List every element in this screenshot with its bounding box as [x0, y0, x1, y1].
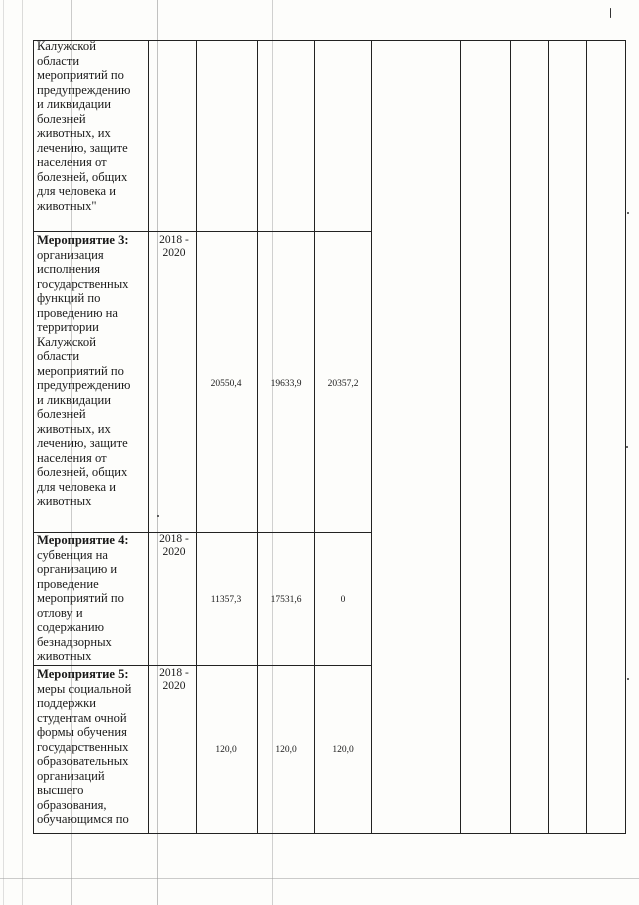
scan-artifact-line	[0, 878, 639, 879]
column-rule	[196, 40, 197, 834]
scan-speck	[610, 8, 611, 18]
value-2020: 120,0	[332, 745, 354, 755]
scan-artifact-line	[157, 0, 158, 905]
value-2018: 120,0	[215, 745, 237, 755]
column-rule	[371, 40, 372, 834]
column-rule	[548, 40, 549, 834]
activity-3-description: Мероприятие 3: организация исполнения государственных функций по проведению на территории Калужской области мероприятий по предупреждению и ликвидации болезней животных, их лечению, защите населения от болезней, общих для человека и животных	[37, 233, 131, 508]
scan-speck	[157, 515, 159, 517]
scan-speck	[627, 678, 629, 680]
value-2018: 20550,4	[210, 379, 242, 389]
scan-speck	[626, 446, 628, 448]
value-2020: 20357,2	[327, 379, 359, 389]
scan-artifact-line	[22, 0, 23, 905]
value-2019: 120,0	[275, 745, 297, 755]
scan-speck	[627, 212, 629, 214]
activity-period: 2018 - 2020	[159, 533, 189, 558]
activity-period: 2018 - 2020	[159, 667, 189, 692]
column-rule	[625, 40, 626, 834]
activity-title: Мероприятие 3:	[37, 233, 129, 247]
activity-title: Мероприятие 4:	[37, 533, 129, 547]
value-2018: 11357,3	[210, 595, 242, 605]
value-2019: 19633,9	[270, 379, 302, 389]
scan-artifact-line	[3, 0, 4, 905]
table-border-bottom	[33, 833, 626, 834]
value-2020: 0	[340, 595, 346, 605]
column-rule	[257, 40, 258, 834]
activity-title: Мероприятие 5:	[37, 667, 129, 681]
column-rule	[314, 40, 315, 834]
column-rule	[586, 40, 587, 834]
row-continuation-text: Калужской области мероприятий по предупреждению и ликвидации болезней животных, их лечению, защите населения от болезней, общих для человека и животных"	[37, 39, 131, 213]
value-2019: 17531,6	[270, 595, 302, 605]
activity-4-description: Мероприятие 4: субвенция на организацию и проведение мероприятий по отлову и содержанию безнадзорных животных	[37, 533, 129, 663]
row-separator	[33, 231, 371, 232]
row-separator	[33, 665, 371, 666]
column-rule	[510, 40, 511, 834]
column-rule	[460, 40, 461, 834]
activity-5-description: Мероприятие 5: меры социальной поддержки студентам очной формы обучения государственных образовательных организаций высшего образования, обучающимся по	[37, 667, 132, 826]
scan-artifact-line	[272, 0, 273, 905]
activity-period: 2018 - 2020	[159, 234, 189, 259]
column-rule	[148, 40, 149, 834]
column-rule	[33, 40, 34, 834]
